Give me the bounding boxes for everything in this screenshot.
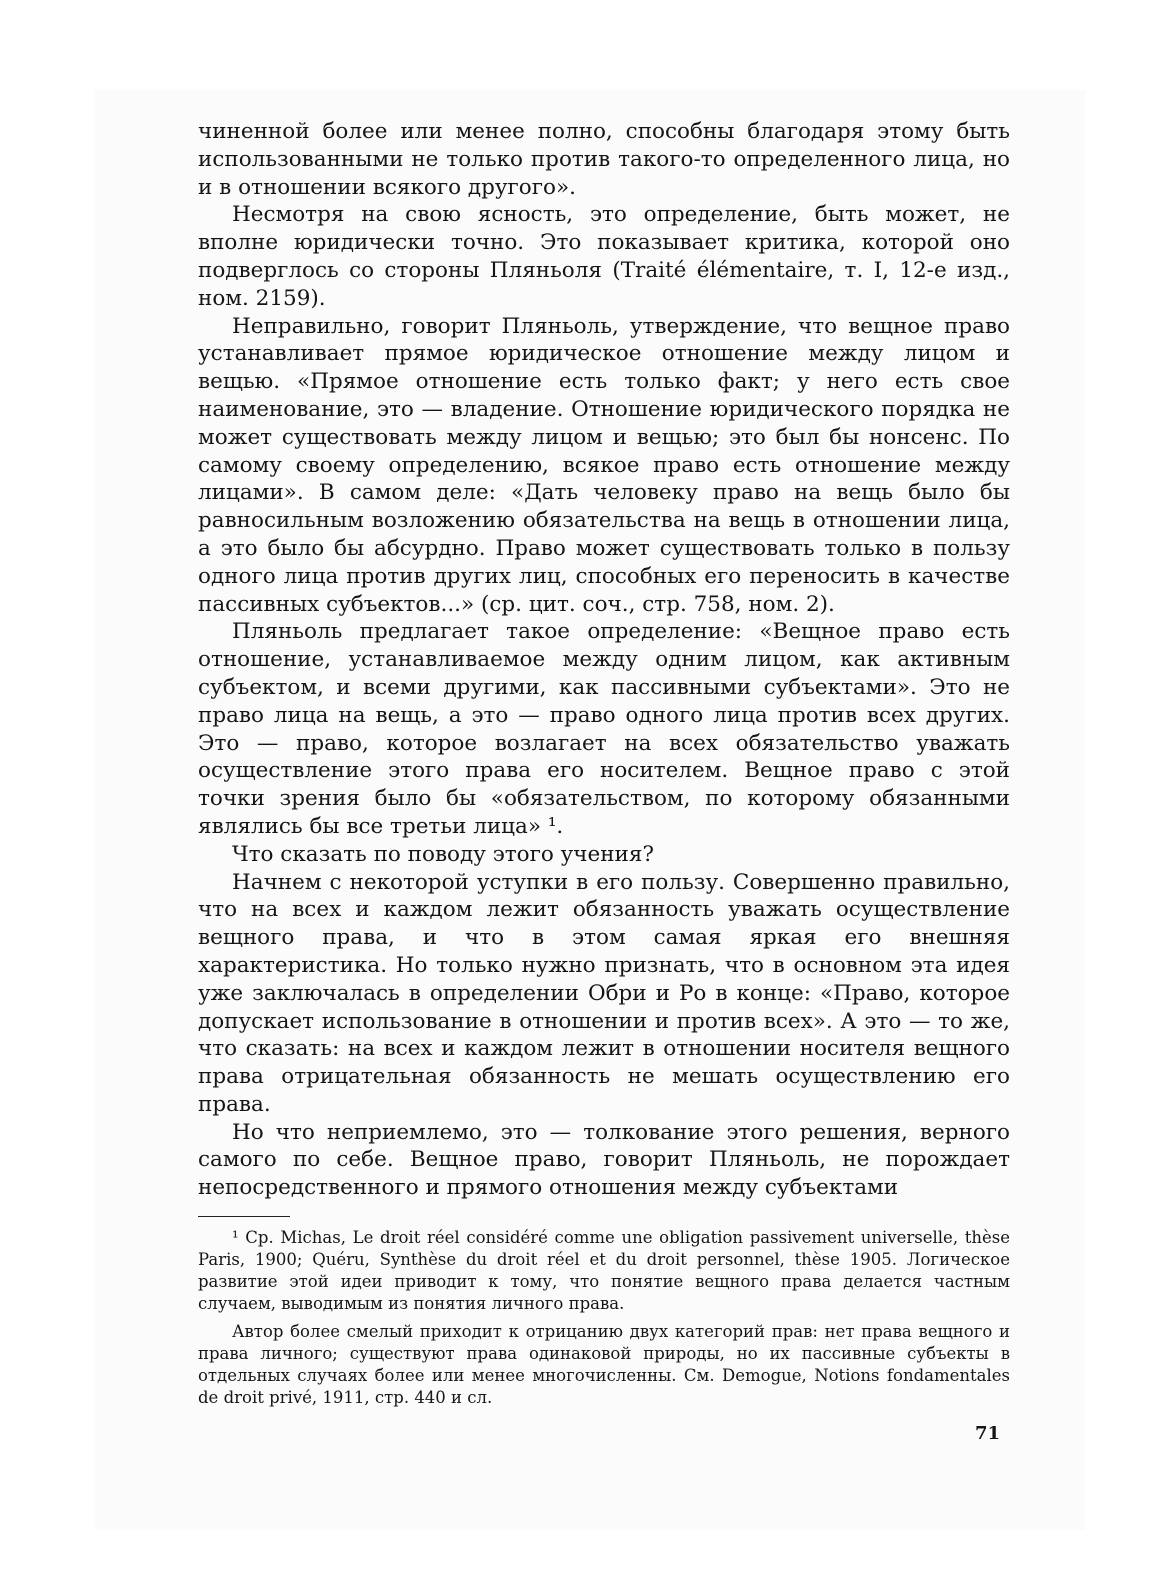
main-text	[198, 118, 1010, 1202]
footnote: ¹ Ср. Michas, Le droit réel considéré comme une obligation passivement universelle, thèse Paris, 1900; Quéru, Synthèse du droit réel et du droit personnel, thèse 1905. Логическое развитие этой идеи приводит к тому, что понятие вещного права делается частным случаем, выводимым из понятия личного права.	[198, 1228, 1010, 1314]
paragraph: чиненной более или менее полно, способны благодаря этому быть использованными не только против такого-то определенного лица, но и в отношении всякого другого».	[198, 119, 1010, 200]
page-number: 71	[975, 1423, 1001, 1444]
paragraph: Начнем с некоторой уступки в его пользу. Совершенно правильно, что на всех и каждом лежит обязанность уважать осуществление вещного права, и что в этом самая яркая его внешняя характеристика. Но только нужно признать, что в основном эта идея уже заключалась в определении Обри и Ро в конце: «Право, которое допускает использование в отношении и против всех». А это — то же, что сказать: на всех и каждом лежит в отношении носителя вещного права отрицательная обязанность не мешать осуществлению его права.	[198, 869, 1010, 1117]
paragraph: Но что неприемлемо, это — толкование этого решения, верного самого по себе. Вещное право, говорит Пляньоль, не порождает непосредственного и прямого отношения между субъектами	[198, 1119, 1010, 1201]
page-content	[198, 118, 1010, 1409]
footnotes	[198, 1227, 1010, 1409]
paragraph: Пляньоль предлагает такое определение: «Вещное право есть отношение, устанавливаемое между одним лицом, как активным субъектом, и всеми другими, как пассивными субъектами». Это не право лица на вещь, а это — право одного лица против всех других. Это — право, которое возлагает на всех обязательство уважать осуществление этого права его носителем. Вещное право с этой точки зрения было бы «обязательством, по которому обязанными являлись бы все третьи лица» ¹.	[198, 619, 1010, 839]
paragraph: Что сказать по поводу этого учения?	[232, 841, 654, 867]
footnote: Автор более смелый приходит к отрицанию двух категорий прав: нет права вещного и права личного; существуют права одинаковой природы, но их пассивные субъекты в отдельных случаях более или менее многочисленны. См. Demogue, Notions fondamentales de droit privé, 1911, стр. 440 и сл.	[198, 1322, 1010, 1408]
footnote-separator	[198, 1216, 290, 1217]
paragraph: Неправильно, говорит Пляньоль, утверждение, что вещное право устанавливает прямое юридическое отношение между лицом и вещью. «Прямое отношение есть только факт; у него есть свое наименование, это — владение. Отношение юридического порядка не может существовать между лицом и вещью; это был бы нонсенс. По самому своему определению, всякое право есть отношение между лицами». В самом деле: «Дать человеку право на вещь было бы равносильным возложению обязательства на вещь в отношении лица, а это было бы абсурдно. Право может существовать только в пользу одного лица против других лиц, способных его переносить в качестве пассивных субъектов...» (ср. цит. соч., стр. 758, ном. 2).	[198, 313, 1010, 617]
paragraph: Несмотря на свою ясность, это определение, быть может, не вполне юридически точно. Это показывает критика, которой оно подверглось со стороны Пляньоля (Traité élémentaire, т. I, 12-е изд., ном. 2159).	[198, 202, 1010, 311]
